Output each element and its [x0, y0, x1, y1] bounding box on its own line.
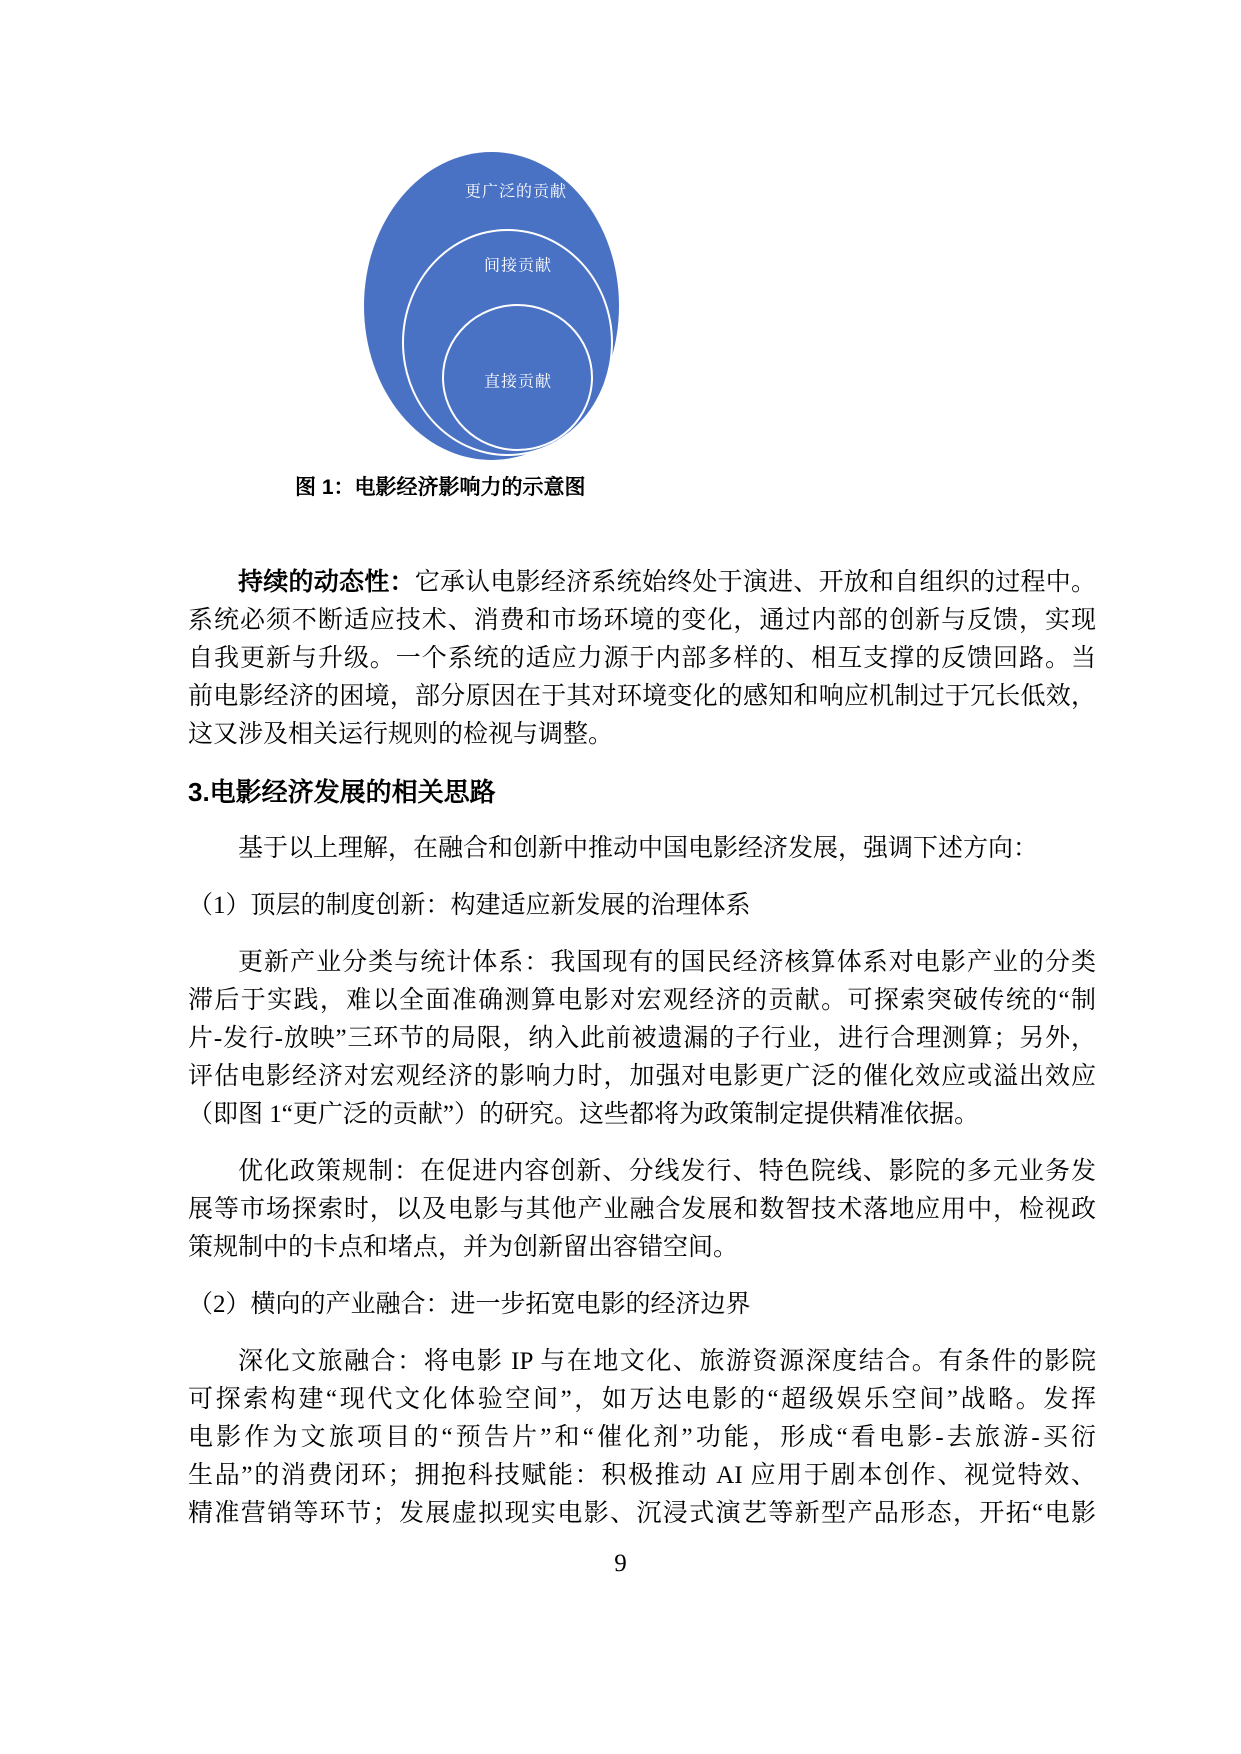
paragraph: [188, 1343, 1096, 1533]
ring-label-broader: 更广泛的贡献: [464, 183, 568, 201]
text-run: 生品”的消费闭环；拥抱科技赋能：积极推动 AI 应用于剧本创作、视觉特效、: [188, 1462, 1096, 1489]
text-line: [188, 1457, 1096, 1495]
text-run: 可探索构建“现代文化体验空间”，如万达电影的“超级娱乐空间”战略。发挥: [188, 1386, 1096, 1413]
paragraph: [188, 830, 1096, 868]
text-run: 片-发行-放映”三环节的局限，纳入此前被遗漏的子行业，进行合理测算；另外，: [188, 1025, 1096, 1052]
text-run: 这又涉及相关运行规则的检视与调整。: [188, 721, 614, 748]
text-run: 评估电影经济对宏观经济的影响力时，加强对电影更广泛的催化效应或溢出效应: [188, 1063, 1096, 1090]
text-line: [188, 982, 1096, 1020]
text-line: [188, 830, 1096, 868]
section-heading: 3.电影经济发展的相关思路: [188, 777, 496, 807]
text-line: [188, 1495, 1096, 1533]
text-run: 展等市场探索时，以及电影与其他产业融合发展和数智技术落地应用中，检视政: [188, 1196, 1096, 1223]
text-line: [188, 944, 1096, 982]
text-run: （即图 1“更广泛的贡献”）的研究。这些都将为政策制定提供精准依据。: [188, 1101, 979, 1128]
paragraph: [188, 1153, 1096, 1267]
paragraph: [188, 563, 1096, 754]
text-line: [188, 602, 1096, 640]
ring-label-direct: 直接贡献: [483, 373, 553, 391]
text-line: [188, 1191, 1096, 1229]
text-run: 前电影经济的困境，部分原因在于其对环境变化的感知和响应机制过于冗长低效，: [188, 683, 1096, 710]
text-run: 系统必须不断适应技术、消费和市场环境的变化，通过内部的创新与反馈，实现: [188, 607, 1096, 634]
text-line: [188, 1381, 1096, 1419]
page-number: 9: [614, 1550, 627, 1577]
text-line: [188, 1096, 1096, 1134]
text-line: [188, 1419, 1096, 1457]
text-run: 精准营销等环节；发展虚拟现实电影、沉浸式演艺等新型产品形态，开拓“电影: [188, 1500, 1096, 1527]
text-run: 优化政策规制：在促进内容创新、分线发行、特色院线、影院的多元业务发: [238, 1158, 1096, 1185]
text-run: 深化文旅融合：将电影 IP 与在地文化、旅游资源深度结合。有条件的影院: [238, 1348, 1096, 1375]
text-line: [188, 640, 1096, 678]
text-run: 它承认电影经济系统始终处于演进、开放和自组织的过程中。: [414, 569, 1096, 596]
paragraph: [188, 944, 1096, 1134]
text-line: [188, 563, 1096, 602]
text-line: [188, 678, 1096, 716]
text-line: [188, 716, 1096, 754]
text-run: 更新产业分类与统计体系：我国现有的国民经济核算体系对电影产业的分类: [238, 949, 1096, 976]
sub-heading: （1）顶层的制度创新：构建适应新发展的治理体系: [188, 892, 751, 919]
sub-heading: （2）横向的产业融合：进一步拓宽电影的经济边界: [188, 1291, 751, 1318]
text-line: [188, 1229, 1096, 1267]
figure-caption: 图 1：电影经济影响力的示意图: [295, 476, 586, 499]
text-run: 自我更新与升级。一个系统的适应力源于内部多样的、相互支撑的反馈回路。当: [188, 645, 1096, 672]
text-run: 基于以上理解，在融合和创新中推动中国电影经济发展，强调下述方向：: [238, 835, 1039, 862]
figure-venn-diagram: [0, 152, 1241, 462]
text-line: [188, 1343, 1096, 1381]
text-line: [188, 1058, 1096, 1096]
text-line: [188, 1153, 1096, 1191]
text-run: 电影作为文旅项目的“预告片”和“催化剂”功能，形成“看电影-去旅游-买衍: [188, 1424, 1096, 1451]
text-run: 策规制中的卡点和堵点，并为创新留出容错空间。: [188, 1234, 739, 1261]
text-run: 滞后于实践，难以全面准确测算电影对宏观经济的贡献。可探索突破传统的“制: [188, 987, 1096, 1014]
bold-lead-in: 持续的动态性：: [238, 568, 415, 596]
ring-label-indirect: 间接贡献: [483, 257, 553, 275]
text-line: [188, 1020, 1096, 1058]
document-body: [188, 563, 1096, 1552]
